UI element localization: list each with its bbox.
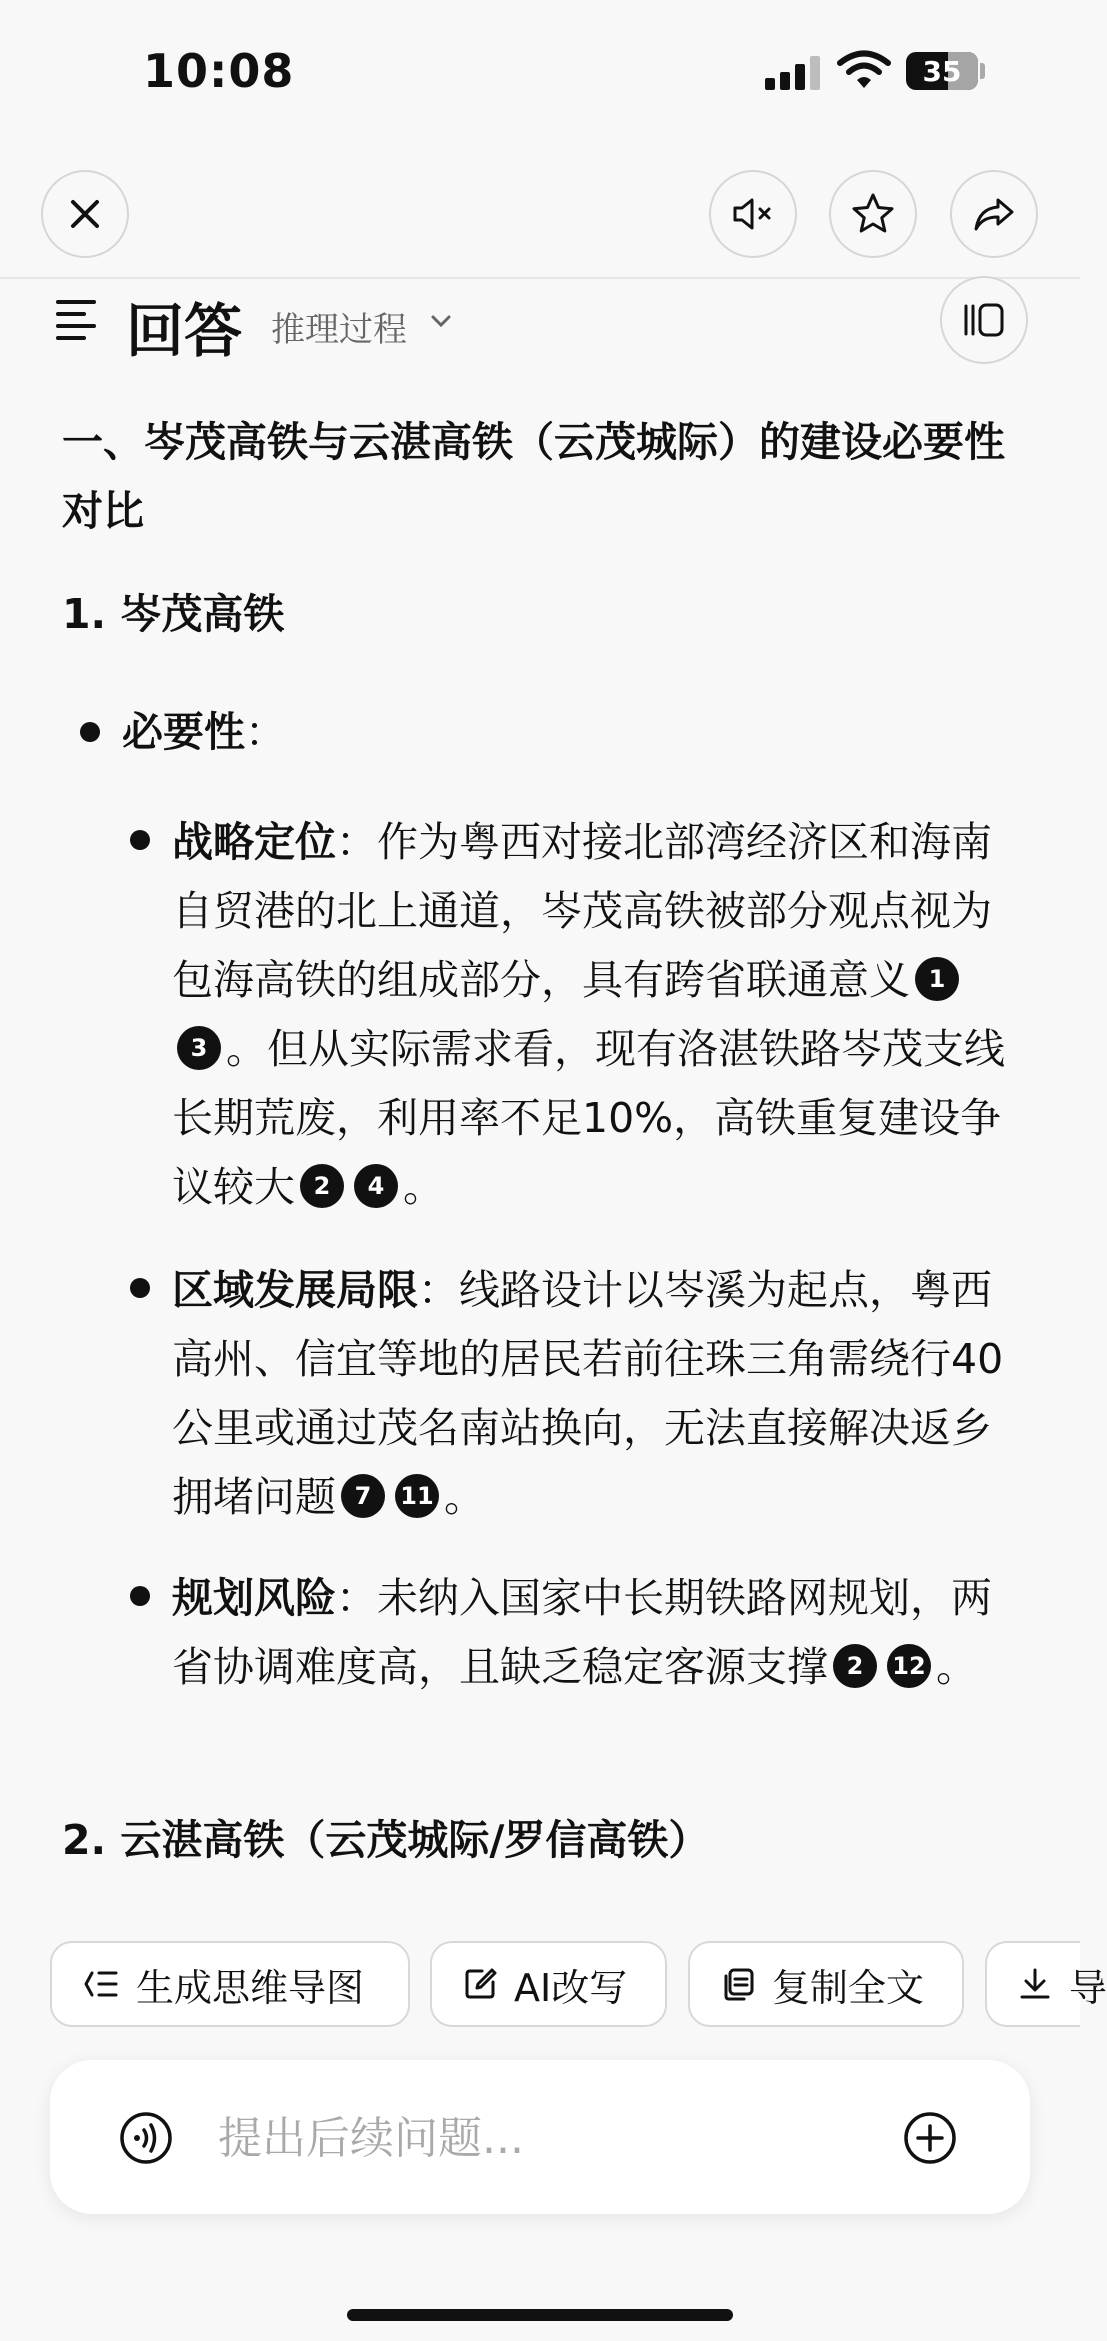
- export-button[interactable]: [985, 1941, 1107, 2027]
- item-label: 区域发展局限: [172, 1266, 418, 1314]
- cellular-signal-icon: [765, 56, 821, 90]
- mindmap-icon: [82, 1967, 120, 2001]
- citation-badge[interactable]: 4: [354, 1164, 398, 1208]
- share-icon: [972, 194, 1016, 234]
- star-icon: [850, 191, 896, 237]
- list-icon: [56, 298, 96, 338]
- home-indicator[interactable]: [347, 2309, 733, 2321]
- battery-cap: [980, 63, 985, 79]
- citation-badge[interactable]: 1: [915, 957, 959, 1001]
- panel-toggle-button[interactable]: [940, 276, 1028, 364]
- follow-up-bar: [50, 2060, 1030, 2214]
- favorite-button[interactable]: [829, 170, 917, 258]
- export-label: 导: [1069, 1965, 1107, 2010]
- item-planning-risk: [172, 1564, 1012, 1702]
- speaker-muted-icon: [731, 194, 775, 234]
- subsection-title-1: 1. 岑茂高铁: [62, 590, 285, 638]
- copy-icon: [720, 1966, 756, 2002]
- sidebar-panel-icon: [962, 300, 1006, 340]
- citation-badge[interactable]: 3: [177, 1026, 221, 1070]
- close-icon: [67, 196, 103, 232]
- toolbar-divider: [0, 277, 1080, 279]
- copy-all-button[interactable]: [688, 1941, 964, 2027]
- status-bar: [0, 0, 1080, 140]
- item-label: 战略定位: [172, 818, 336, 866]
- chevron-down-icon[interactable]: [428, 308, 454, 334]
- mindmap-button[interactable]: [50, 1941, 410, 2027]
- mute-button[interactable]: [709, 170, 797, 258]
- item-end: 。: [936, 1643, 977, 1691]
- item-strategic-positioning: [172, 808, 1012, 1222]
- edit-icon: [462, 1966, 498, 2002]
- item-label: 规划风险: [172, 1574, 336, 1622]
- wifi-icon: [838, 50, 890, 90]
- answer-header: [56, 280, 1036, 365]
- plus-circle-icon[interactable]: [902, 2110, 958, 2166]
- item-text: 。但从实际需求看，现有洛湛铁路岑茂支线长期荒废，利用率不足10%，高铁重复建设争议较大: [172, 1025, 1005, 1211]
- copy-all-label: 复制全文: [772, 1965, 925, 2010]
- reasoning-toggle[interactable]: 推理过程: [271, 310, 407, 350]
- bullet-dot: [130, 1278, 150, 1298]
- share-button[interactable]: [950, 170, 1038, 258]
- ai-rewrite-button[interactable]: [430, 1941, 667, 2027]
- voice-input-icon[interactable]: [118, 2110, 174, 2166]
- bullet-colon: ：: [245, 708, 286, 756]
- item-end: 。: [403, 1163, 444, 1211]
- subsection-title-2: 2. 云湛高铁（云茂城际/罗信高铁）: [62, 1816, 710, 1864]
- download-icon: [1017, 1966, 1053, 2002]
- close-button[interactable]: [41, 170, 129, 258]
- follow-up-input[interactable]: [216, 2098, 920, 2178]
- citation-badge[interactable]: 11: [395, 1474, 439, 1518]
- mindmap-label: 生成思维导图: [136, 1965, 365, 2010]
- bullet-necessity: [122, 702, 286, 762]
- citation-badge[interactable]: 7: [341, 1474, 385, 1518]
- item-regional-limits: [172, 1256, 1012, 1532]
- bullet-dot: [80, 722, 100, 742]
- battery-icon: [906, 52, 978, 90]
- citation-badge[interactable]: 2: [300, 1164, 344, 1208]
- ai-rewrite-label: AI改写: [514, 1965, 628, 2010]
- item-end: 。: [444, 1473, 485, 1521]
- answer-title: 回答: [126, 297, 243, 365]
- item-text: ：未纳入国家中长期铁路网规划，两省协调难度高，且缺乏稳定客源支撑: [172, 1574, 992, 1691]
- section-heading: 一、岑茂高铁与云湛高铁（云茂城际）的建设必要性对比: [62, 418, 1005, 535]
- bullet-label: 必要性: [122, 708, 245, 756]
- bullet-dot: [130, 1586, 150, 1606]
- citation-badge[interactable]: 12: [887, 1644, 931, 1688]
- citation-badge[interactable]: 2: [833, 1644, 877, 1688]
- item-text: ：作为粤西对接北部湾经济区和海南自贸港的北上通道，岑茂高铁被部分观点视为包海高铁的组成部分，具有跨省联通意义: [172, 818, 992, 1004]
- bullet-dot: [130, 830, 150, 850]
- item-text: ：线路设计以岑溪为起点，粤西高州、信宜等地的居民若前往珠三角需绕行40公里或通过茂名南站换向，无法直接解决返乡拥堵问题: [172, 1266, 1004, 1521]
- status-time: 10:08: [143, 44, 295, 98]
- battery-level: 35: [922, 54, 962, 88]
